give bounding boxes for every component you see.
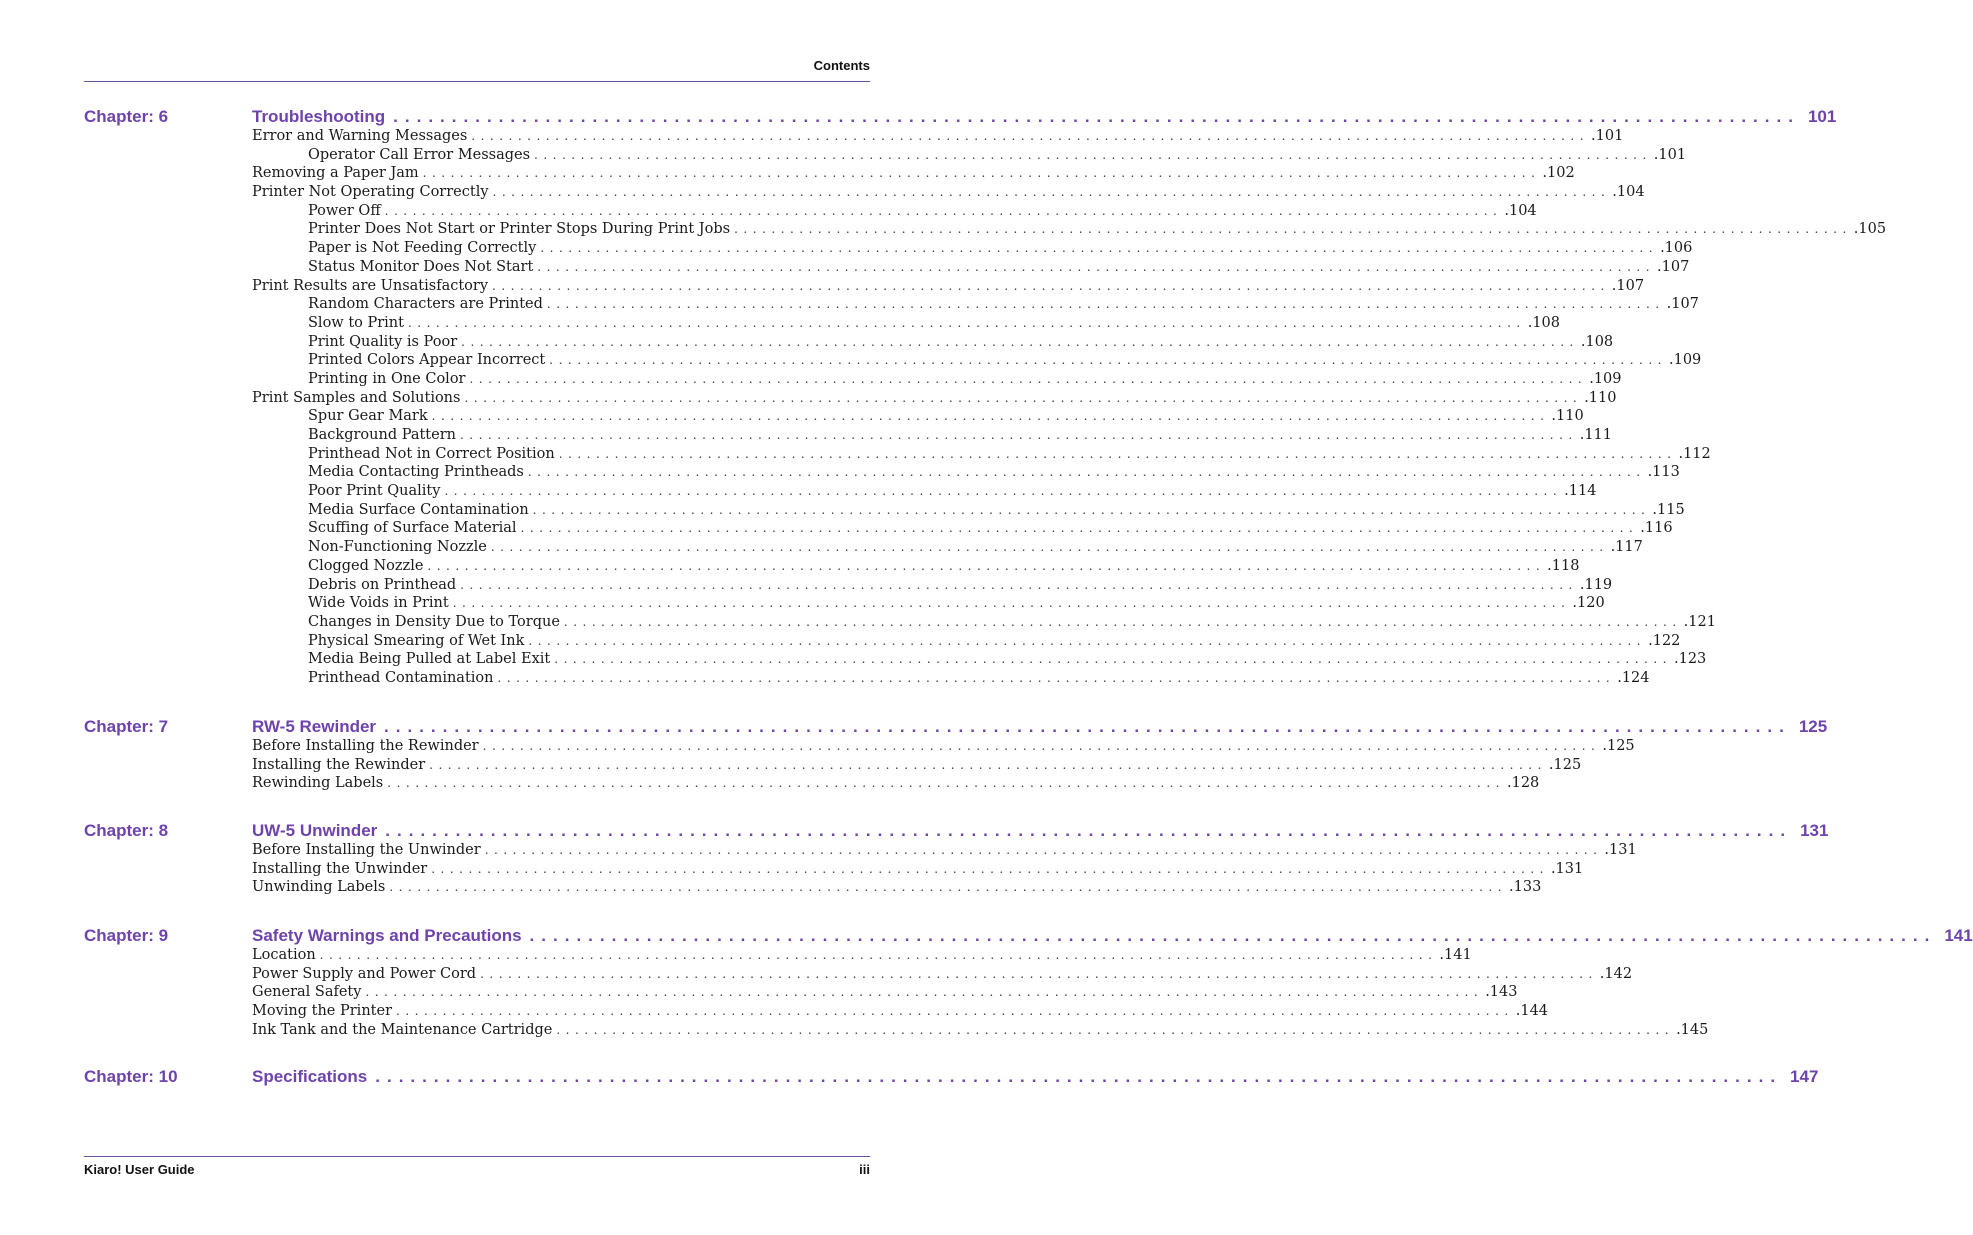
- dot-leader: ........................................................................................................................: [384, 717, 1791, 736]
- toc-entry[interactable]: [252, 426, 1613, 445]
- toc-entry[interactable]: [252, 407, 1584, 426]
- dot-leader: ........................................................................................................................: [492, 278, 1610, 293]
- dot-leader: ........................................................................................................................: [431, 861, 1549, 876]
- toc-entry-page: .102: [1542, 165, 1575, 182]
- toc-entry[interactable]: [252, 202, 1537, 221]
- toc-entry-page: .109: [1668, 352, 1702, 369]
- dot-leader: ........................................................................................................................: [393, 107, 1800, 126]
- dot-leader: ........................................................................................................................: [375, 1067, 1783, 1086]
- toc-entry-page: .112: [1678, 445, 1711, 462]
- toc-entry[interactable]: [252, 557, 1580, 576]
- dot-leader: ........................................................................................................................: [459, 428, 1578, 442]
- dot-leader: ........................................................................................................................: [540, 241, 1659, 256]
- toc-entry-title: Wide Voids in Print: [308, 595, 449, 612]
- toc-entry[interactable]: [252, 632, 1681, 651]
- toc-entry[interactable]: [252, 333, 1614, 352]
- dot-leader: ........................................................................................................................: [534, 147, 1652, 162]
- dot-leader: ........................................................................................................................: [490, 540, 1609, 555]
- toc-entry[interactable]: [252, 669, 1650, 688]
- toc-entry-title: Changes in Density Due to Torque: [308, 613, 560, 630]
- dot-leader: ........................................................................................................................: [484, 843, 1603, 857]
- dot-leader: ........................................................................................................................: [407, 315, 1526, 330]
- toc-entry[interactable]: [252, 965, 1633, 984]
- toc-entry-title: Physical Smearing of Wet Ink: [308, 632, 525, 649]
- toc-entry[interactable]: [252, 946, 1472, 965]
- chapter-title: Specifications: [252, 1067, 368, 1086]
- dot-leader: ........................................................................................................................: [527, 465, 1646, 480]
- toc-entry-page: .144: [1515, 1003, 1549, 1020]
- toc-entry-page: .143: [1485, 984, 1518, 1001]
- toc-entry-page: .121: [1683, 613, 1716, 630]
- toc-entry[interactable]: [252, 220, 1887, 239]
- running-header-title: Contents: [813, 58, 870, 73]
- chapter-entries: [252, 737, 1635, 793]
- toc-entry[interactable]: [252, 519, 1673, 538]
- toc-entry-title: Media Surface Contamination: [308, 501, 529, 518]
- dot-leader: ........................................................................................................................: [384, 203, 1503, 218]
- chapter-label: Chapter: 9: [84, 926, 169, 945]
- dot-leader: ........................................................................................................................: [396, 1004, 1514, 1019]
- chapter-entries: [252, 127, 1887, 688]
- chapter-heading-link[interactable]: [252, 821, 1829, 841]
- chapter-label: Chapter: 8: [84, 821, 169, 840]
- toc-entry-page: .107: [1657, 258, 1690, 275]
- toc-entry[interactable]: [252, 183, 1645, 202]
- toc-entry-title: Debris on Printhead: [308, 576, 457, 593]
- toc-entry-page: .118: [1547, 557, 1580, 574]
- footer-rule: [84, 1156, 870, 1157]
- dot-leader: ........................................................................................................................: [422, 166, 1541, 181]
- toc-entry-page: .122: [1648, 632, 1681, 649]
- toc-entry-page: .114: [1564, 483, 1597, 500]
- toc-entry-page: .101: [1591, 128, 1624, 144]
- footer-guide-title: Kiaro! User Guide: [84, 1162, 195, 1177]
- dot-leader: ........................................................................................................................: [471, 129, 1590, 143]
- dot-leader: ........................................................................................................................: [319, 948, 1438, 962]
- toc-entry-title: Print Results are Unsatisfactory: [252, 277, 489, 294]
- toc-entry-page: .109: [1589, 370, 1622, 387]
- toc-entry-title: Printhead Not in Correct Position: [308, 445, 555, 462]
- toc-entry[interactable]: [252, 127, 1624, 146]
- toc-entry-title: Removing a Paper Jam: [252, 165, 419, 182]
- toc-entry-page: .116: [1640, 520, 1673, 537]
- toc-entry-page: .104: [1504, 202, 1537, 219]
- toc-entry-title: Operator Call Error Messages: [308, 146, 531, 163]
- chapter-page-number: 131: [1800, 821, 1829, 840]
- toc-entry[interactable]: [252, 258, 1690, 277]
- dot-leader: ........................................................................................................................: [365, 985, 1484, 1000]
- dot-leader: ........................................................................................................................: [444, 484, 1563, 499]
- dot-leader: ........................................................................................................................: [461, 334, 1579, 349]
- toc-entry-page: .131: [1550, 860, 1584, 877]
- toc-entry[interactable]: [252, 314, 1561, 333]
- toc-entry-page: .125: [1602, 738, 1635, 754]
- toc-entry-title: Moving the Printer: [252, 1003, 392, 1020]
- dot-leader: ........................................................................................................................: [387, 776, 1505, 791]
- toc-entry[interactable]: [252, 878, 1542, 897]
- toc-entry-page: .110: [1584, 389, 1617, 406]
- toc-entry[interactable]: [252, 756, 1582, 775]
- toc-entry-page: .131: [1604, 842, 1637, 858]
- dot-leader: ........................................................................................................................: [529, 926, 1937, 945]
- dot-leader: ........................................................................................................................: [431, 409, 1550, 424]
- toc-entry-page: .111: [1579, 427, 1613, 443]
- toc-entry-page: .142: [1599, 965, 1633, 982]
- toc-entry-page: .124: [1617, 669, 1650, 686]
- toc-entry-page: .133: [1509, 879, 1542, 896]
- toc-entry-title: Clogged Nozzle: [308, 557, 424, 574]
- toc-entry-title: Printhead Contamination: [308, 669, 494, 686]
- dot-leader: ........................................................................................................................: [537, 259, 1656, 274]
- dot-leader: ........................................................................................................................: [563, 614, 1682, 629]
- toc-entry[interactable]: [252, 860, 1584, 879]
- toc-entry-page: .125: [1548, 756, 1582, 773]
- chapter-heading-link[interactable]: [252, 717, 1828, 737]
- toc-entry-title: Power Supply and Power Cord: [252, 965, 477, 982]
- toc-entry-title: Printing in One Color: [308, 370, 466, 387]
- toc-entry-page: .110: [1551, 408, 1584, 425]
- toc-entry-title: Scuffing of Surface Material: [308, 520, 517, 537]
- toc-entry-page: .115: [1652, 501, 1685, 518]
- toc-entry-title: Rewinding Labels: [252, 775, 384, 792]
- dot-leader: ........................................................................................................................: [452, 596, 1571, 611]
- chapter-title: Safety Warnings and Precautions: [252, 926, 522, 945]
- toc-entry[interactable]: [252, 146, 1687, 165]
- toc-entry-page: .108: [1580, 333, 1614, 350]
- toc-entry[interactable]: [252, 1021, 1709, 1040]
- toc-entry-page: .107: [1666, 296, 1699, 313]
- chapter-title: Troubleshooting: [252, 107, 386, 126]
- dot-leader: ........................................................................................................................: [549, 353, 1667, 368]
- toc-entry-title: Poor Print Quality: [308, 483, 441, 500]
- toc-entry-page: .117: [1610, 539, 1643, 556]
- toc-entry[interactable]: [252, 463, 1680, 482]
- dot-leader: ........................................................................................................................: [497, 670, 1616, 685]
- toc-entry[interactable]: [252, 613, 1716, 632]
- toc-entry[interactable]: [252, 576, 1613, 595]
- toc-entry-title: Printer Does Not Start or Printer Stops During Print Jobs: [308, 221, 731, 238]
- toc-entry-page: .104: [1612, 184, 1645, 201]
- toc-entry-title: Ink Tank and the Maintenance Cartridge: [252, 1021, 553, 1038]
- toc-entry-title: Status Monitor Does Not Start: [308, 258, 534, 275]
- chapter-label: Chapter: 7: [84, 717, 169, 736]
- toc-entry-title: Before Installing the Unwinder: [252, 842, 481, 858]
- dot-leader: ........................................................................................................................: [520, 521, 1639, 536]
- toc-entry[interactable]: [252, 1002, 1549, 1021]
- dot-leader: ........................................................................................................................: [492, 185, 1611, 200]
- toc-entry[interactable]: [252, 650, 1707, 669]
- toc-entry[interactable]: [252, 370, 1622, 389]
- toc-entry[interactable]: [252, 295, 1699, 314]
- dot-leader: ........................................................................................................................: [554, 652, 1672, 667]
- dot-leader: ........................................................................................................................: [528, 633, 1647, 648]
- toc-entry[interactable]: [252, 501, 1685, 520]
- chapter-entries: [252, 841, 1637, 897]
- toc-entry-page: .145: [1676, 1021, 1709, 1038]
- toc-entry[interactable]: [252, 277, 1645, 296]
- dot-leader: ........................................................................................................................: [389, 880, 1508, 895]
- toc-entry[interactable]: [252, 389, 1617, 408]
- toc-entry-title: Printer Not Operating Correctly: [252, 184, 489, 201]
- toc-entry-title: Non-Functioning Nozzle: [308, 539, 487, 556]
- toc-entry-page: .120: [1572, 595, 1605, 612]
- toc-entry-page: .123: [1673, 651, 1707, 668]
- header-rule: [84, 81, 870, 82]
- toc-entry-title: Slow to Print: [308, 314, 404, 331]
- toc-entry[interactable]: [252, 983, 1518, 1002]
- toc-entry-title: Media Being Pulled at Label Exit: [308, 651, 551, 668]
- chapter-title: UW-5 Unwinder: [252, 821, 378, 840]
- chapter-title: RW-5 Rewinder: [252, 717, 377, 736]
- chapter-page-number: 125: [1798, 717, 1828, 736]
- dot-leader: ........................................................................................................................: [556, 1022, 1675, 1037]
- toc-entry-page: .105: [1853, 221, 1887, 238]
- toc-entry-title: Before Installing the Rewinder: [252, 738, 479, 754]
- dot-leader: ........................................................................................................................: [429, 757, 1547, 772]
- toc-entry-title: Spur Gear Mark: [308, 408, 428, 425]
- toc-entry-title: Background Pattern: [308, 427, 456, 443]
- dot-leader: ........................................................................................................................: [480, 966, 1598, 981]
- toc-entry-page: .113: [1647, 464, 1680, 481]
- toc-entry[interactable]: [252, 538, 1643, 557]
- toc-entry-title: General Safety: [252, 984, 362, 1001]
- dot-leader: ........................................................................................................................: [460, 577, 1578, 592]
- chapter-page-number: 147: [1790, 1067, 1819, 1086]
- dot-leader: ........................................................................................................................: [464, 390, 1583, 405]
- dot-leader: ........................................................................................................................: [385, 821, 1793, 840]
- toc-entry[interactable]: [252, 351, 1702, 370]
- toc-entry-title: Power Off: [308, 202, 381, 219]
- toc-entry-page: .128: [1507, 775, 1540, 792]
- toc-entry-page: .141: [1439, 947, 1472, 963]
- toc-entry-title: Error and Warning Messages: [252, 128, 468, 144]
- toc-entry-title: Unwinding Labels: [252, 879, 386, 896]
- chapter-label: Chapter: 10: [84, 1067, 178, 1086]
- toc-entry-title: Installing the Rewinder: [252, 756, 426, 773]
- toc-entry[interactable]: [252, 841, 1637, 860]
- toc-entry-title: Random Characters are Printed: [308, 296, 543, 313]
- toc-entry-title: Media Contacting Printheads: [308, 464, 524, 481]
- toc-entry-title: Print Samples and Solutions: [252, 389, 461, 406]
- dot-leader: ........................................................................................................................: [469, 371, 1588, 386]
- footer-page-number: iii: [859, 1162, 870, 1177]
- chapter-heading-link[interactable]: [252, 926, 1973, 946]
- toc-entry[interactable]: [252, 445, 1711, 464]
- toc-entry-page: .101: [1653, 146, 1687, 163]
- toc-entry-page: .119: [1579, 576, 1613, 593]
- toc-entry-title: Installing the Unwinder: [252, 860, 428, 877]
- chapter-page-number: 141: [1944, 926, 1973, 945]
- dot-leader: ........................................................................................................................: [546, 297, 1665, 312]
- chapter-heading-link[interactable]: [252, 107, 1837, 127]
- toc-entry[interactable]: [252, 239, 1693, 258]
- toc-entry[interactable]: [252, 774, 1540, 793]
- toc-entry-page: .108: [1527, 314, 1561, 331]
- toc-entry-title: Location: [252, 947, 316, 963]
- dot-leader: ........................................................................................................................: [532, 502, 1651, 517]
- toc-entry[interactable]: [252, 737, 1635, 756]
- toc-entry[interactable]: [252, 594, 1605, 613]
- toc-entry-page: .106: [1660, 240, 1693, 257]
- toc-entry[interactable]: [252, 482, 1597, 501]
- chapter-page-number: 101: [1807, 107, 1837, 126]
- toc-entry-title: Paper is Not Feeding Correctly: [308, 240, 537, 257]
- toc-entry-title: Print Quality is Poor: [308, 333, 458, 350]
- toc-entry-page: .107: [1611, 277, 1645, 294]
- chapter-heading-link[interactable]: [252, 1067, 1819, 1087]
- toc-entry-title: Printed Colors Appear Incorrect: [308, 352, 546, 369]
- chapter-entries: [252, 946, 1709, 1039]
- dot-leader: ........................................................................................................................: [734, 222, 1852, 237]
- dot-leader: ........................................................................................................................: [558, 446, 1677, 461]
- toc-entry[interactable]: [252, 164, 1575, 183]
- dot-leader: ........................................................................................................................: [482, 739, 1601, 753]
- dot-leader: ........................................................................................................................: [427, 558, 1546, 573]
- chapter-label: Chapter: 6: [84, 107, 169, 126]
